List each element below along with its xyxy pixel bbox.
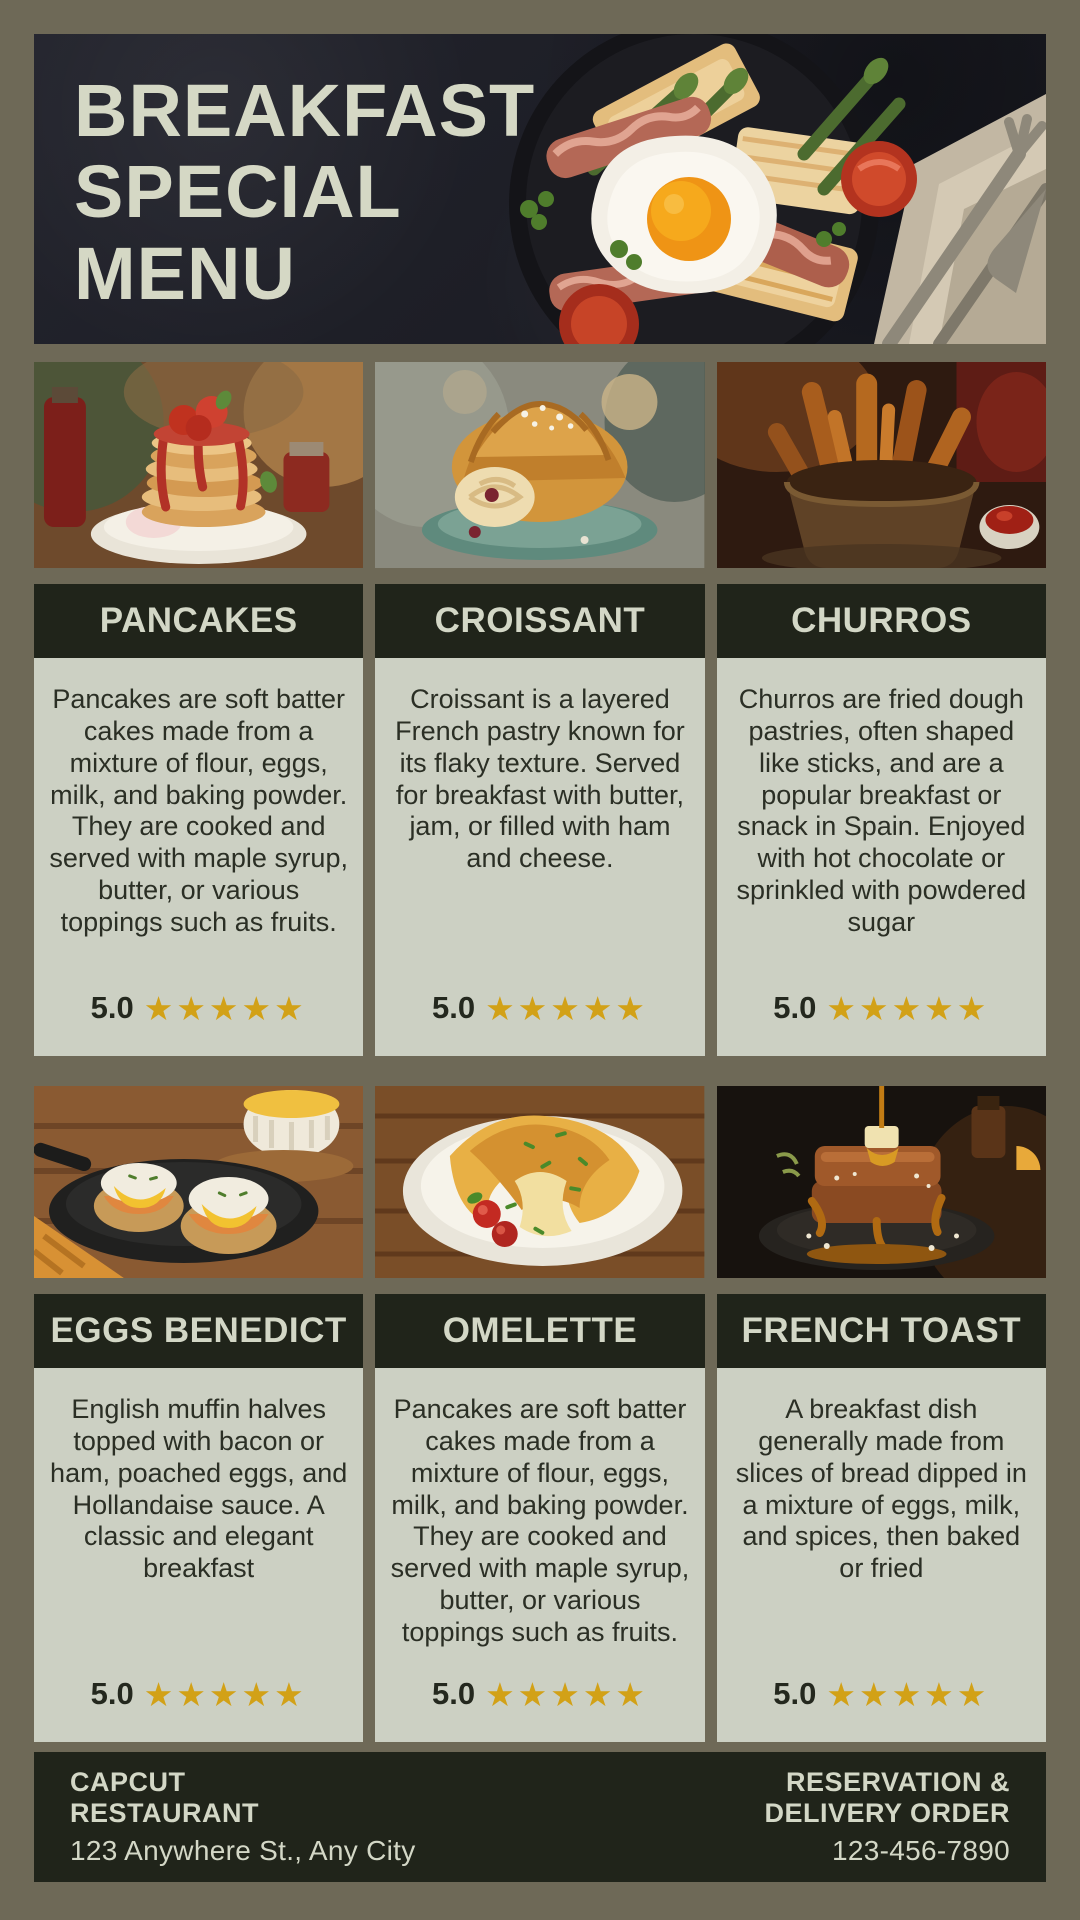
restaurant-name-line-1: CAPCUT [70,1766,186,1797]
rating [432,1676,648,1712]
page-title-line-2: SPECIAL [74,150,402,234]
reservation-info [764,1767,1010,1867]
card-body [34,658,363,1056]
photo-row-1 [34,362,1046,568]
page-title-line-3: MENU [74,231,296,315]
reservation-label-line-2: DELIVERY ORDER [764,1798,1010,1828]
breakfast-menu-poster [34,0,1046,1882]
card-description: Pancakes are soft batter cakes made from a mixture of flour, eggs, milk, and baking powder. They are cooked and served with maple syrup, butter, or various toppings such as fruits. [390,1394,690,1648]
card-description: English muffin halves topped with bacon or ham, poached eggs, and Hollandaise sauce. A classic and elegant breakfast [50,1394,348,1584]
rating [91,990,307,1026]
rating-value: 5.0 [431,1676,476,1711]
french-toast-photo [717,1086,1046,1278]
card-title: CHURROS [717,584,1046,658]
card-body [717,1368,1046,1742]
reservation-phone: 123-456-7890 [832,1835,1010,1867]
reservation-label-line-1: RESERVATION & [785,1766,1010,1797]
churros-photo [717,362,1046,568]
rating-value: 5.0 [90,1676,134,1711]
rating [432,990,648,1026]
menu-card-pancakes [34,584,363,1056]
restaurant-name-line-2: RESTAURANT [70,1798,259,1828]
restaurant-info [70,1767,416,1867]
croissant-photo [375,362,704,568]
menu-card-churros [717,584,1046,1056]
star-rating-icon: ★★★★★ [485,988,648,1028]
star-rating-icon: ★★★★★ [143,1674,307,1714]
menu-card-omelette [375,1294,704,1742]
card-description: A breakfast dish generally made from slices of bread dipped in a mixture of eggs, milk, and spices, then baked or fried [735,1394,1027,1584]
omelette-photo [375,1086,704,1278]
restaurant-address: 123 Anywhere St., Any City [70,1835,416,1867]
card-row-2 [34,1294,1046,1742]
card-description: Churros are fried dough pastries, often shaped like sticks, and are a popular breakfast or snack in Spain. Enjoyed with hot chocolate or sprinkled with powdered sugar [736,684,1027,938]
footer-bar [34,1752,1046,1882]
card-body [375,658,704,1056]
card-description: Pancakes are soft batter cakes made from a mixture of flour, eggs, milk, and baking powder. They are cooked and served with maple syrup, butter, or various toppings such as fruits. [49,684,348,938]
rating-value: 5.0 [90,990,134,1025]
menu-card-croissant [375,584,704,1056]
eggs-benedict-photo [34,1086,363,1278]
star-rating-icon: ★★★★★ [826,988,990,1028]
card-body [34,1368,363,1742]
card-title: PANCAKES [34,584,363,658]
star-rating-icon: ★★★★★ [143,988,307,1028]
page-title-line-1: BREAKFAST [74,69,536,152]
card-title: EGGS BENEDICT [34,1294,363,1368]
card-body [717,658,1046,1056]
rating-value: 5.0 [431,990,476,1025]
rating-value: 5.0 [773,1676,817,1711]
card-title: CROISSANT [375,584,704,658]
card-title: OMELETTE [375,1294,704,1368]
pancakes-photo [34,362,363,568]
menu-card-french-toast [717,1294,1046,1742]
card-row-1 [34,584,1046,1056]
rating [773,990,989,1026]
photo-row-2 [34,1086,1046,1278]
star-rating-icon: ★★★★★ [485,1674,648,1714]
header-banner [34,34,1046,344]
rating-value: 5.0 [773,990,817,1025]
card-description: Croissant is a layered French pastry known for its flaky texture. Served for breakfast with butter, jam, or filled with ham and cheese. [395,684,685,874]
menu-card-eggs-benedict [34,1294,363,1742]
star-rating-icon: ★★★★★ [826,1674,990,1714]
page-title [74,70,535,314]
rating [773,1676,989,1712]
card-body [375,1368,704,1742]
rating [91,1676,307,1712]
card-title: FRENCH TOAST [717,1294,1046,1368]
